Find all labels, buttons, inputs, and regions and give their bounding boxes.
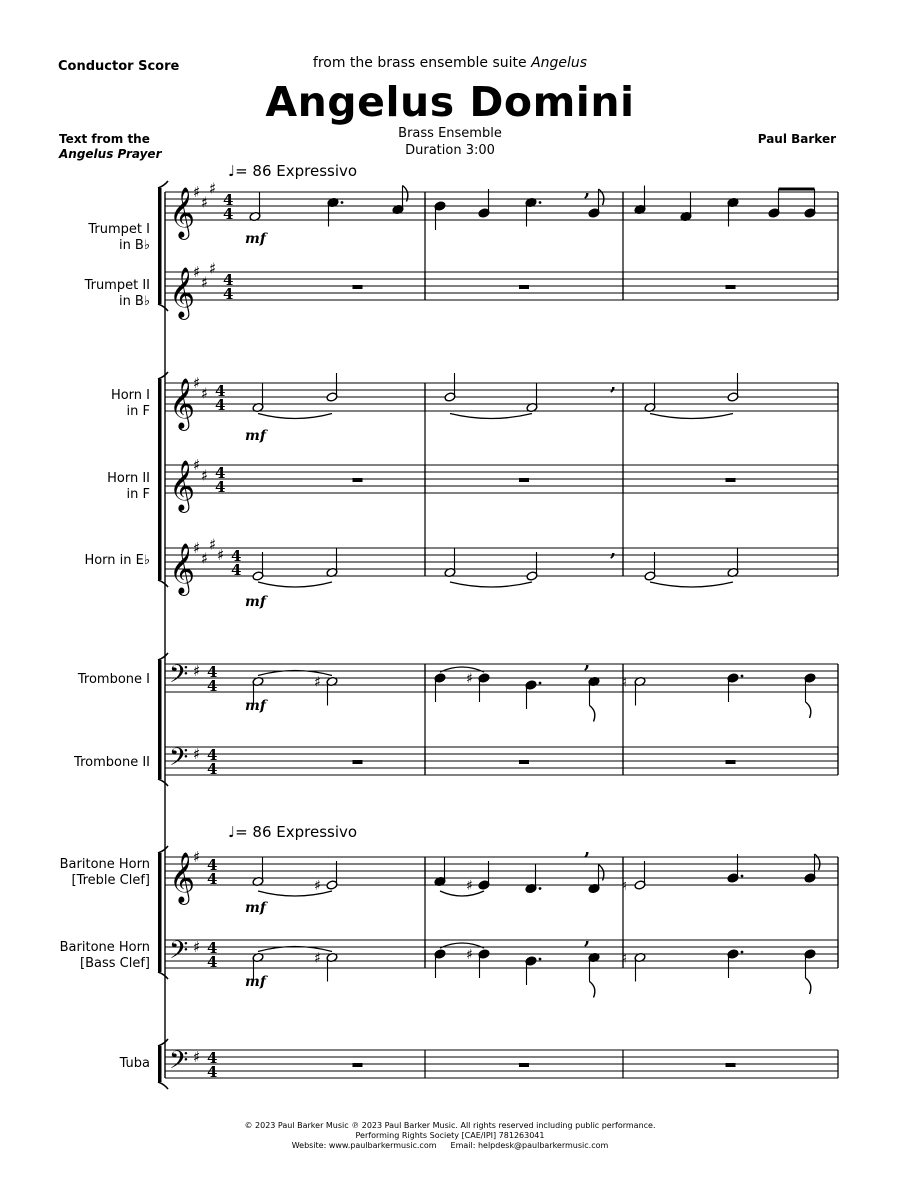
time-signature-numerator: 4 (215, 464, 226, 482)
note-flag (590, 706, 595, 722)
whole-rest (353, 1063, 363, 1067)
staff-2 (165, 260, 838, 321)
bracket-hook (158, 580, 168, 587)
quarter-note-icon: ♩ (228, 162, 236, 180)
instrument-label-trombone-1: Trombone I (77, 672, 150, 687)
note-flag (590, 982, 595, 998)
footer-email: Email: helpdesk@paulbarkermusic.com (450, 1141, 609, 1150)
sharp-icon: ♯ (201, 273, 209, 292)
tie (450, 414, 532, 419)
note-flag (806, 978, 811, 994)
note-dot (539, 958, 542, 961)
bracket-hook (158, 653, 168, 660)
sharp-icon: ♯ (466, 878, 473, 894)
natural-icon: ♮ (622, 674, 628, 691)
time-signature-denominator: 4 (231, 561, 242, 579)
time-signature-denominator: 4 (207, 677, 218, 695)
footer-prs: Performing Rights Society [CAE/IPI] 781263041 (355, 1131, 545, 1140)
instrument-label-trumpet-2: Trumpet II in B♭ (84, 278, 150, 309)
natural-icon: ♮ (622, 878, 628, 894)
tie (258, 891, 332, 896)
time-signature-denominator: 4 (215, 478, 226, 496)
tempo-marking-baritone (228, 823, 357, 841)
whole-rest (519, 285, 529, 289)
breath-mark: , (610, 540, 617, 561)
time-signature-denominator: 4 (207, 870, 218, 888)
sharp-icon: ♯ (193, 539, 201, 557)
tie (440, 891, 484, 896)
whole-rest (519, 478, 529, 482)
instrument-label-trumpet-1: Trumpet I in B♭ (88, 222, 150, 253)
footer-contact (0, 1141, 900, 1151)
instrument-label-horn-eb: Horn in E♭ (84, 553, 150, 568)
bracket-hook (158, 1039, 168, 1046)
note-dot (741, 675, 744, 678)
breath-mark: , (584, 839, 591, 860)
whole-rest (353, 478, 363, 482)
whole-rest (726, 760, 736, 764)
note-dot (539, 201, 542, 204)
treble-clef-icon: 𝄞 (169, 378, 196, 429)
score-title: Angelus Domini (265, 78, 635, 126)
sharp-icon: ♯ (193, 848, 201, 866)
footer-copyright: © 2023 Paul Barker Music ℗ 2023 Paul Barker Music. All rights reserved including public performance. (244, 1121, 656, 1130)
dynamic-trumpet-1: mf (245, 231, 266, 247)
note-dot (539, 887, 542, 890)
staff-7 (165, 743, 838, 778)
sharp-icon: ♯ (193, 456, 201, 474)
bracket (158, 1046, 162, 1082)
duration-label: Duration 3:00 (405, 143, 495, 158)
bass-clef-icon: 𝄢 (169, 1046, 189, 1081)
time-signature-numerator: 4 (231, 547, 242, 565)
breath-mark: , (584, 180, 591, 201)
time-signature-denominator: 4 (207, 953, 218, 971)
dynamic-baritone-bass: mf (245, 974, 266, 990)
time-signature-numerator: 4 (223, 271, 234, 289)
treble-clef-icon: 𝄞 (169, 852, 196, 903)
time-signature-denominator: 4 (223, 285, 234, 303)
bracket (158, 853, 162, 972)
tempo-marking-top (228, 162, 357, 180)
whole-rest (726, 478, 736, 482)
breath-mark: , (584, 652, 591, 673)
sharp-icon: ♯ (201, 193, 209, 212)
tie (650, 582, 733, 587)
treble-clef-icon: 𝄞 (169, 460, 196, 511)
time-signature-numerator: 4 (207, 746, 218, 764)
whole-rest (726, 285, 736, 289)
note-dot (539, 682, 542, 685)
whole-rest (519, 1063, 529, 1067)
tie (450, 582, 532, 587)
note-flag (599, 189, 604, 205)
bracket-hook (158, 846, 168, 853)
sharp-icon: ♯ (466, 947, 473, 963)
time-signature-numerator: 4 (215, 382, 226, 400)
sharp-icon: ♯ (193, 1048, 201, 1066)
time-signature-numerator: 4 (207, 1049, 218, 1067)
quarter-note-icon: ♩ (228, 823, 236, 841)
note-flag (806, 702, 811, 718)
bass-clef-icon: 𝄢 (169, 936, 189, 971)
time-signature-numerator: 4 (207, 663, 218, 681)
bracket-hook (158, 304, 168, 311)
natural-icon: ♮ (622, 950, 628, 967)
composer-name: Paul Barker (757, 132, 836, 146)
instrument-label-baritone-bass: Baritone Horn [Bass Clef] (59, 940, 150, 971)
suite-name: Angelus (531, 55, 588, 71)
dynamic-trombone-1: mf (245, 698, 266, 714)
sharp-icon: ♯ (209, 535, 217, 554)
instrument-label-horn-2: Horn II in F (107, 471, 150, 502)
tie (258, 414, 332, 419)
dynamic-horn-eb: mf (245, 594, 266, 610)
whole-rest (726, 1063, 736, 1067)
time-signature-denominator: 4 (207, 1063, 218, 1081)
sharp-icon: ♯ (314, 878, 321, 894)
time-signature-numerator: 4 (207, 856, 218, 874)
breath-mark: , (610, 374, 617, 395)
tempo-text-baritone: = 86 Expressivo (235, 823, 358, 841)
bracket-hook (158, 181, 168, 188)
sharp-icon: ♯ (466, 671, 473, 687)
note-dot (741, 951, 744, 954)
sharp-icon: ♯ (193, 183, 201, 201)
time-signature-denominator: 4 (215, 396, 226, 414)
staff-10 (165, 1046, 838, 1081)
suite-prefix: from the brass ensemble suite (312, 55, 532, 71)
time-signature-denominator: 4 (223, 205, 234, 223)
tie (258, 582, 332, 587)
bracket (158, 379, 162, 580)
dynamic-baritone-treble: mf (245, 900, 266, 916)
time-signature-denominator: 4 (207, 760, 218, 778)
sharp-icon: ♯ (201, 549, 209, 568)
text-source-line1: Text from the (59, 132, 150, 146)
whole-rest (353, 760, 363, 764)
bracket-hook (158, 372, 168, 379)
staff-4 (165, 456, 838, 513)
time-signature-numerator: 4 (223, 191, 234, 209)
text-source-line2: Angelus Prayer (59, 147, 162, 161)
bracket-hook (158, 779, 168, 786)
instrument-label-baritone-treble: Baritone Horn [Treble Clef] (59, 857, 150, 888)
breath-mark: , (584, 928, 591, 949)
sharp-icon: ♯ (193, 374, 201, 392)
sharp-icon: ♯ (201, 466, 209, 485)
treble-clef-icon: 𝄞 (169, 543, 196, 594)
sharp-icon: ♯ (209, 259, 217, 278)
note-flag (815, 854, 820, 870)
instrument-label-trombone-2: Trombone II (74, 755, 150, 770)
bracket-hook (158, 1082, 168, 1089)
sharp-icon: ♯ (193, 662, 201, 680)
treble-clef-icon: 𝄞 (169, 187, 196, 238)
bracket (158, 660, 162, 779)
whole-rest (353, 285, 363, 289)
bracket-hook (158, 972, 168, 979)
sharp-icon: ♯ (314, 674, 321, 691)
sharp-icon: ♯ (217, 546, 225, 564)
sharp-icon: ♯ (314, 950, 321, 967)
footer-website: Website: www.paulbarkermusic.com (291, 1141, 437, 1150)
dynamic-horn-1: mf (245, 428, 266, 444)
sharp-icon: ♯ (209, 179, 217, 198)
whole-rest (519, 760, 529, 764)
ensemble-label: Brass Ensemble (398, 126, 502, 141)
instrument-label-tuba: Tuba (119, 1056, 150, 1071)
sharp-icon: ♯ (201, 384, 209, 403)
bracket (158, 188, 162, 304)
score-marks (249, 180, 820, 1067)
bass-clef-icon: 𝄢 (169, 743, 189, 778)
sharp-icon: ♯ (193, 745, 201, 763)
bass-clef-icon: 𝄢 (169, 660, 189, 695)
tie (650, 414, 733, 419)
time-signature-numerator: 4 (207, 939, 218, 957)
sharp-icon: ♯ (193, 263, 201, 281)
sharp-icon: ♯ (193, 938, 201, 956)
conductor-score-label: Conductor Score (58, 59, 180, 74)
tempo-text-top: = 86 Expressivo (235, 162, 358, 180)
instrument-label-horn-1: Horn I in F (110, 388, 150, 419)
treble-clef-icon: 𝄞 (169, 267, 196, 318)
note-dot (341, 201, 344, 204)
note-dot (741, 875, 744, 878)
